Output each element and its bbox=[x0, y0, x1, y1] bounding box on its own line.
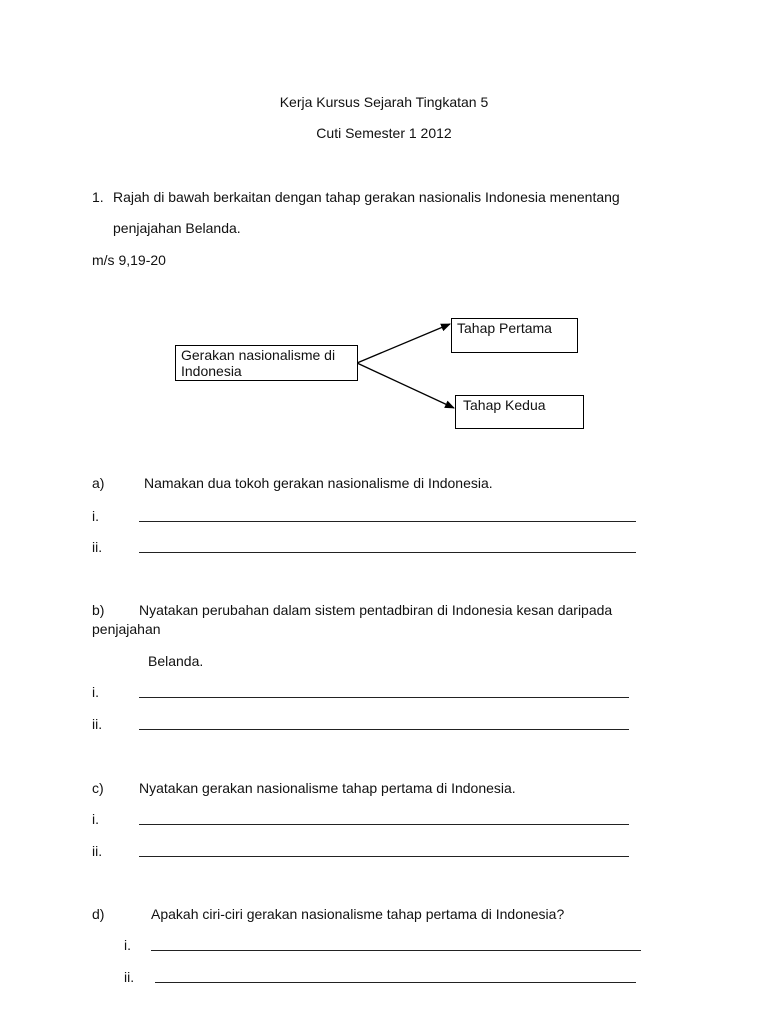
question-text-line1: Rajah di bawah berkaitan dengan tahap gerakan nasionalis Indonesia menentang bbox=[113, 189, 620, 205]
part-b-question-line3: Belanda. bbox=[148, 653, 204, 669]
part-d-answer-line-i[interactable] bbox=[151, 950, 641, 951]
diagram-box-gerakan-nasionalisme: Gerakan nasionalisme di Indonesia bbox=[175, 345, 358, 381]
part-c-answer-label-i: i. bbox=[92, 811, 99, 827]
arrow-to-tahap-kedua bbox=[357, 363, 454, 408]
page-subtitle: Cuti Semester 1 2012 bbox=[316, 125, 452, 141]
part-a-answer-label-ii: ii. bbox=[92, 539, 103, 555]
page-title: Kerja Kursus Sejarah Tingkatan 5 bbox=[279, 94, 489, 110]
part-a-answer-line-ii[interactable] bbox=[139, 552, 636, 553]
diagram-box-tahap-kedua: Tahap Kedua bbox=[455, 395, 584, 429]
part-c-answer-label-ii: ii. bbox=[92, 843, 103, 859]
part-b-answer-label-ii: ii. bbox=[92, 716, 103, 732]
part-b-answer-line-i[interactable] bbox=[139, 697, 629, 698]
part-d-answer-label-i: i. bbox=[124, 937, 131, 953]
diagram-box-tahap-pertama: Tahap Pertama bbox=[451, 318, 578, 353]
part-b-question-line2: penjajahan bbox=[92, 621, 161, 637]
part-d-question: Apakah ciri-ciri gerakan nasionalisme tahap pertama di Indonesia? bbox=[151, 906, 565, 922]
part-a-answer-label-i: i. bbox=[92, 508, 99, 524]
part-a-question: Namakan dua tokoh gerakan nasionalisme di Indonesia. bbox=[144, 475, 493, 491]
page-reference: m/s 9,19-20 bbox=[92, 252, 166, 268]
part-c-answer-line-ii[interactable] bbox=[139, 856, 629, 857]
question-number: 1. bbox=[92, 189, 104, 205]
question-text-line2: penjajahan Belanda. bbox=[113, 220, 241, 236]
part-d-answer-line-ii[interactable] bbox=[155, 982, 636, 983]
part-c-label: c) bbox=[92, 780, 104, 796]
part-b-answer-line-ii[interactable] bbox=[139, 729, 629, 730]
part-c-question: Nyatakan gerakan nasionalisme tahap pertama di Indonesia. bbox=[139, 780, 516, 796]
part-d-label: d) bbox=[92, 906, 105, 922]
part-b-question-line1: Nyatakan perubahan dalam sistem pentadbiran di Indonesia kesan daripada bbox=[139, 602, 613, 618]
part-c-answer-line-i[interactable] bbox=[139, 824, 629, 825]
part-b-label: b) bbox=[92, 602, 105, 618]
part-a-label: a) bbox=[92, 475, 105, 491]
part-b-answer-label-i: i. bbox=[92, 684, 99, 700]
part-d-answer-label-ii: ii. bbox=[124, 969, 135, 985]
arrow-to-tahap-pertama bbox=[357, 324, 450, 363]
part-a-answer-line-i[interactable] bbox=[139, 521, 636, 522]
